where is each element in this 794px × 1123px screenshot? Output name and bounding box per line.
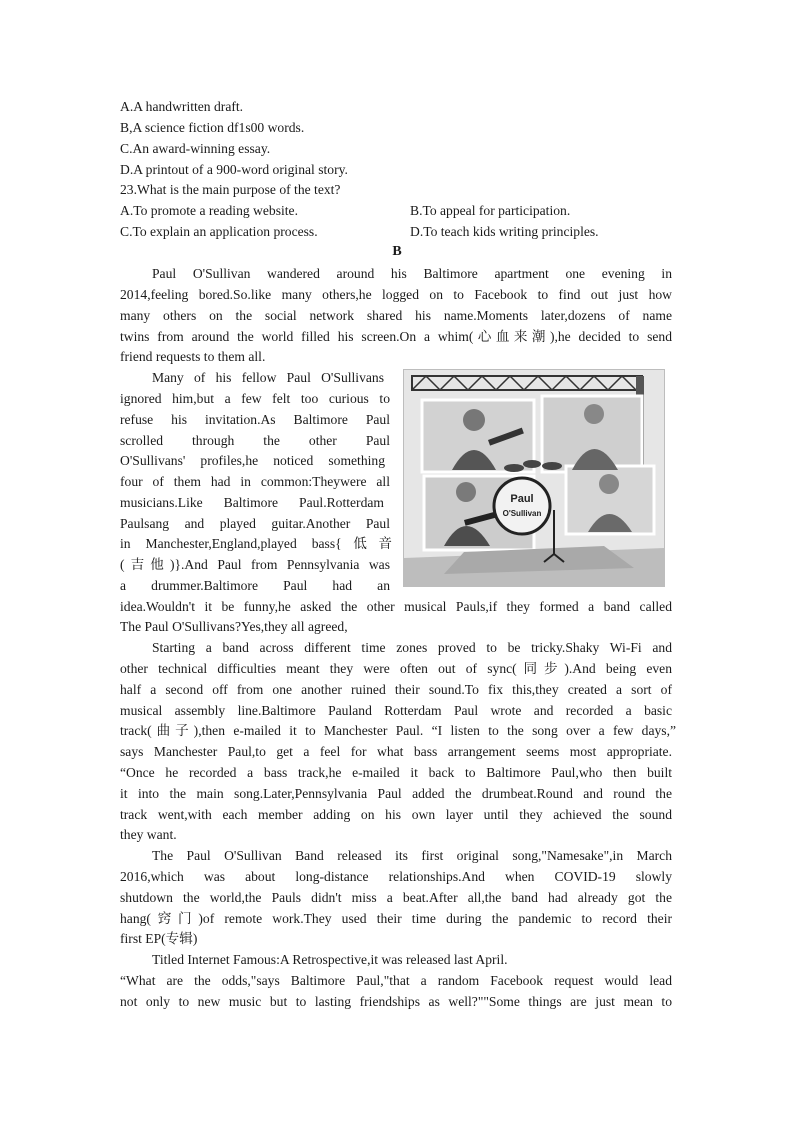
para2-line: refuse his invitation.As Baltimore Paul xyxy=(120,412,390,427)
para4-line: first EP(专辑) xyxy=(120,931,198,946)
para6-line: “What are the odds,"says Baltimore Paul,"that a random Facebook request would lead xyxy=(120,973,672,988)
para1-line: Paul O'Sullivan wandered around his Baltimore apartment one evening in xyxy=(152,266,672,281)
para1-line: 2014,feeling bored.So.like many others,he logged on to Facebook to find out just how xyxy=(120,287,672,302)
section-label: B xyxy=(392,244,402,259)
para3-line: says Manchester Paul,to get a feel for what bass arrangement seems most appropriate. xyxy=(120,744,672,759)
para2-line: scrolled through the other Paul xyxy=(120,433,390,448)
para2-line: Paulsang and played guitar.Another Paul xyxy=(120,516,390,531)
para4-line: hang(窍门)of remote work.They used their time during the pandemic to record their xyxy=(120,911,672,926)
para2-line: musicians.Like Baltimore Paul.Rotterdam xyxy=(120,495,384,510)
option-c-prev: C.An award-winning essay. xyxy=(120,141,271,156)
drum-label-line-1: Paul xyxy=(510,493,534,505)
para2-line: ignored him,but a few felt too curious to xyxy=(120,391,390,406)
para2-line: in Manchester,England,played bass{低音 xyxy=(120,536,392,551)
para3-line: musical assembly line.Baltimore Pauland Rotterdam Paul wrote and recorded a basic xyxy=(120,703,672,718)
para3-line: “Once he recorded a bass track,he e-mailed it back to Baltimore Paul,who then built xyxy=(120,765,672,780)
question-23-stem: 23.What is the main purpose of the text? xyxy=(120,182,341,197)
drum-label-line-2: O'Sullivan xyxy=(502,509,542,518)
q23-option-c: C.To explain an application process. xyxy=(120,224,318,239)
para1-line: many others on the social network shared his name.Moments later,dozens of name xyxy=(120,308,672,323)
para3-line: half a second off from one another ruined their sound.To fix this,they created a sort of xyxy=(120,682,672,697)
para3-line: track went,with each member adding on his own layer until they achieved the sound xyxy=(120,807,672,822)
para3-line: they want. xyxy=(120,827,177,842)
para1-line: twins from around the world filled his screen.On a whim(心血来潮),he decided to send xyxy=(120,329,672,344)
option-b-prev: B,A science fiction df1s00 words. xyxy=(120,120,305,135)
q23-option-d: D.To teach kids writing principles. xyxy=(410,224,599,239)
para2-line: four of them had in common:Theywere all xyxy=(120,474,390,489)
para4-line: The Paul O'Sullivan Band released its first original song,"Namesake",in March xyxy=(152,848,672,863)
para4-line: 2016,which was about long-distance relationships.And when COVID-19 slowly xyxy=(120,869,672,884)
para2-line: The Paul O'Sullivans?Yes,they all agreed, xyxy=(120,619,348,634)
para2-line: a drummer.Baltimore Paul had an xyxy=(120,578,390,593)
para3-line: track(曲子),then e-mailed it to Manchester Paul. “I listen to the song over a few days,” xyxy=(120,723,676,738)
q23-option-a: A.To promote a reading website. xyxy=(120,203,298,218)
para2-line: O'Sullivans' profiles,he noticed something xyxy=(120,453,385,468)
para2-line: idea.Wouldn't it be funny,he asked the other musical Pauls,if they formed a band called xyxy=(120,599,672,614)
para6-line: not only to new music but to lasting friendships as well?""Some things are just mean to xyxy=(120,994,672,1009)
option-a-prev: A.A handwritten draft. xyxy=(120,99,244,114)
para3-line: other technical difficulties meant they were often out of sync(同步).And being even xyxy=(120,661,672,676)
para2-line: Many of his fellow Paul O'Sullivans xyxy=(152,370,384,385)
band-illustration xyxy=(403,369,665,587)
q23-option-b: B.To appeal for participation. xyxy=(410,203,571,218)
para4-line: shutdown the world,the Pauls didn't miss a beat.After all,the band had already got the xyxy=(120,890,672,905)
para2-line: (吉他)}.And Paul from Pennsylvania was xyxy=(120,557,390,572)
band-illustration-drawing xyxy=(404,370,664,586)
para1-line: friend requests to them all. xyxy=(120,349,266,364)
para3-line: it into the main song.Later,Pennsylvania Paul added the drumbeat.Round and round the xyxy=(120,786,672,801)
option-d-prev: D.A printout of a 900-word original story. xyxy=(120,162,348,177)
para5-line: Titled Internet Famous:A Retrospective,it was released last April. xyxy=(152,952,508,967)
para3-line: Starting a band across different time zones proved to be tricky.Shaky Wi-Fi and xyxy=(152,640,672,655)
